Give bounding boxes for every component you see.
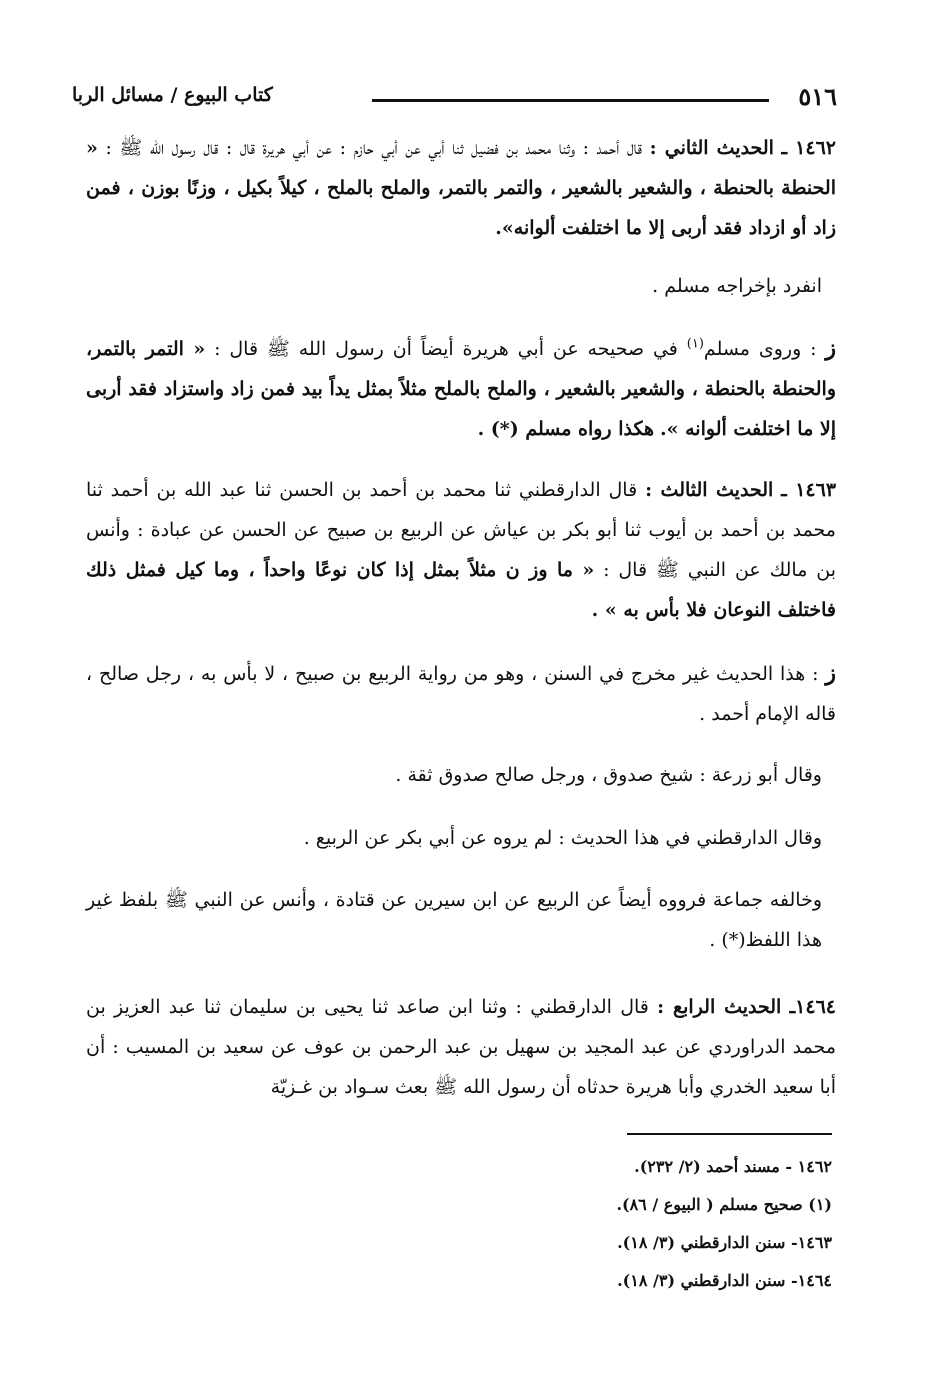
hadith-label: الحديث الرابع : [657,996,782,1018]
hadith-quote: « ما وز ن مثلاً بمثل إذا كان نوعًا واحداً ، وما كيل فمثل ذلك فاختلف النوعان فلا بأس به » . [86,559,836,621]
hadith-number: ١٤٦٣ ـ [781,479,837,501]
hadith-label: الحديث الثالث : [645,479,774,501]
hadith-text: قال أحمد : وثنا محمد بن فضيل ثنا أبي عن أبي حازم : عن أبي هريرة قال : قال رسول الله ﷺ : [105,137,643,159]
note-text: : هذا الحديث غير مخرج في السنن ، وهو من رواية الربيع بن صبيح ، لا بأس به ، رجل صالح ، قاله الإمام أحمد . [86,663,836,725]
note-paragraph [86,266,822,306]
hadith-1464 [86,987,836,1107]
hadith-1462 [86,128,836,248]
header-title: كتاب البيوع / مسائل الربا [72,84,273,106]
footnotes [232,1148,832,1300]
footnote-item: ١٤٦٢ - مسند أحمد (٢/ ٢٣٢). [634,1157,832,1176]
zawaid-note-2 [86,653,836,734]
note-text: وخالفه جماعة فرووه أيضاً عن الربيع عن ابن سيرين عن قتادة ، وأنس عن النبي ﷺ بلفظ غير هذا اللفظ(*) . [86,889,822,951]
hadith-quote: « التمر بالتمر، والحنطة بالحنطة ، والشعير بالشعير ، والملح بالملح مثلاً بمثل يداً بيد فمن زاد واستزاد فقد أربى إلا ما اختلفت ألوانه ». [86,338,836,440]
footnote-rule [627,1133,832,1135]
hadith-quote: « الحنطة بالحنطة ، والشعير بالشعير ، والتمر بالتمر، والملح بالملح ، كيلاً بكيل ، وزنًا بوزن ، فمن زاد أو ازداد فقد أربى إلا ما اختلفت ألوانه». [86,137,836,239]
note-text: وقال الدارقطني في هذا الحديث : لم يروه عن أبي بكر عن الربيع . [303,827,822,849]
note-paragraph [86,818,822,858]
page-number: ٥١٦ [798,82,837,111]
zawaid-note-1 [86,328,836,449]
hadith-text: قال الدارقطني ثنا محمد بن أحمد بن الحسن ثنا عبد الله بن أحمد ثنا محمد بن أحمد بن أيوب ثنا أبو بكر بن عياش عن الربيع بن صبيح عن الحسن عن عبادة : وأنس بن مالك عن النبي ﷺ قال : [86,479,836,581]
note-text: انفرد بإخراجه مسلم . [652,275,822,297]
note-text: : وروى مسلم [703,338,817,360]
running-header [72,82,837,118]
footnote-item: (١) صحيح مسلم ( البيوع / ٨٦). [616,1195,832,1214]
zay-marker: ز [825,660,836,686]
hadith-text: قال الدارقطني : وثنا ابن صاعد ثنا يحيى بن سليمان ثنا عبد العزيز بن محمد الدراوردي عن عبد المجيد بن سهيل بن عبد الرحمن بن عوف عن سعيد بن المسيب : أن أبا سعيد الخدري وأبا هريرة حدثاه أن رسول الله ﷺ بعث سـواد بن غـزيّة [86,996,836,1098]
footnote-item: ١٤٦٣- سنن الدارقطني (٣/ ١٨). [617,1233,832,1252]
note-paragraph [86,755,822,795]
zay-marker: ز [825,335,837,361]
note-text: في صحيحه عن أبي هريرة أيضاً أن رسول الله ﷺ قال : [214,338,678,360]
hadith-number: ١٤٦٤ـ [789,996,836,1018]
hadith-label: الحديث الثاني : [649,137,774,159]
note-paragraph [86,880,822,960]
hadith-number: ١٤٦٢ ـ [781,137,836,159]
hadith-1463 [86,470,836,630]
note-text: هكذا رواه مسلم (*) . [477,418,654,440]
footnote-ref: (١) [686,336,704,352]
note-text: وقال أبو زرعة : شيخ صدوق ، ورجل صالح صدوق ثقة . [395,764,822,786]
footnote-item: ١٤٦٤- سنن الدارقطني (٣/ ١٨). [617,1271,832,1290]
header-rule [372,99,769,102]
